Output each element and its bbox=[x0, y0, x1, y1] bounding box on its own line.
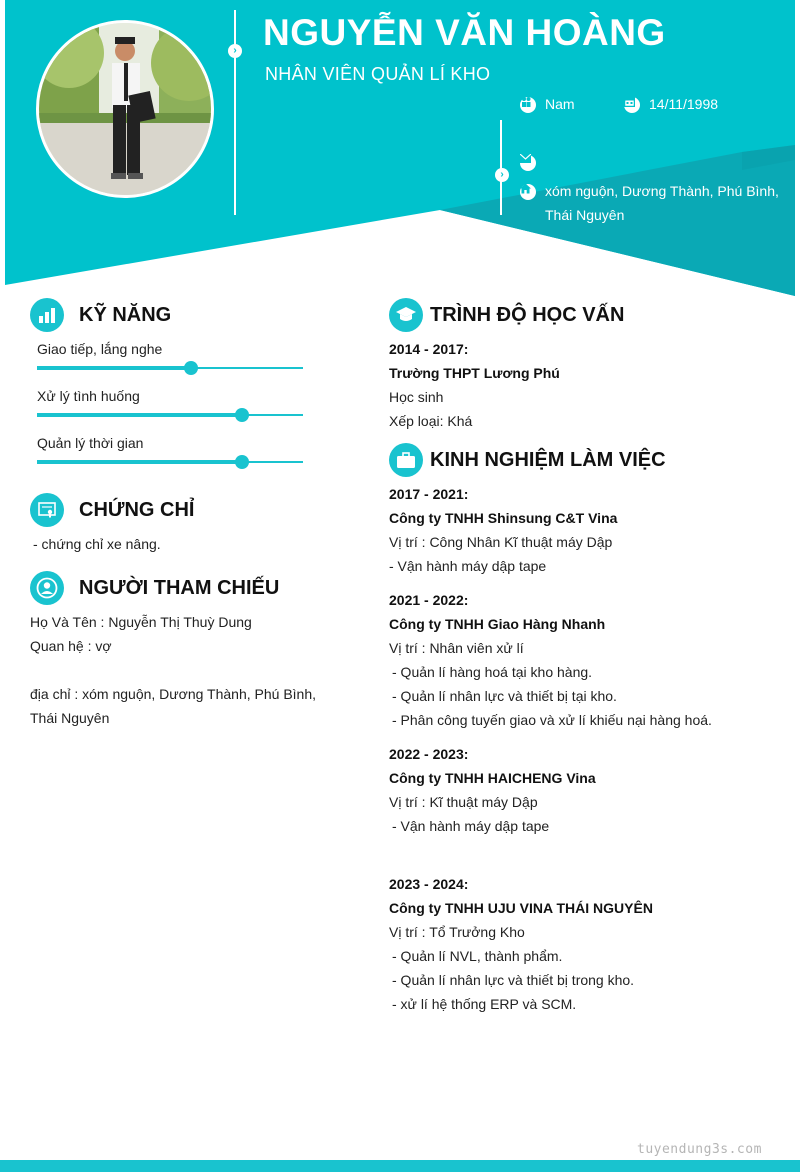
education-title: TRÌNH ĐỘ HỌC VẤN bbox=[430, 303, 625, 326]
reference-address-line-2: Thái Nguyên bbox=[30, 710, 110, 726]
job-detail: - Quản lí hàng hoá tại kho hàng. bbox=[392, 664, 593, 680]
skill-label: Quản lý thời gian bbox=[37, 435, 144, 451]
skill-item bbox=[37, 341, 303, 369]
job-company: Công ty TNHH Giao Hàng Nhanh bbox=[389, 616, 606, 632]
job-detail: - Phân công tuyến giao và xử lí khiếu nại hàng hoá. bbox=[392, 712, 712, 728]
job-period: 2023 - 2024: bbox=[389, 876, 469, 892]
reference-heading bbox=[30, 571, 279, 605]
skill-fill bbox=[37, 460, 242, 464]
address-value bbox=[545, 179, 779, 227]
skill-item bbox=[37, 388, 303, 416]
education-role: Học sinh bbox=[389, 389, 444, 405]
skill-bar bbox=[37, 461, 303, 463]
certificate-icon bbox=[30, 493, 64, 527]
timeline-divider bbox=[234, 10, 236, 215]
gender-info bbox=[520, 96, 575, 116]
job-period: 2021 - 2022: bbox=[389, 592, 469, 608]
reference-address-line-1: địa chỉ : xóm nguộn, Dương Thành, Phú Bình, bbox=[30, 686, 317, 702]
job-detail: Vị trí : Tổ Trưởng Kho bbox=[389, 924, 525, 940]
skill-bar bbox=[37, 414, 303, 416]
certificates-heading bbox=[30, 493, 194, 527]
job-detail: Vị trí : Kĩ thuật máy Dập bbox=[389, 794, 538, 810]
reference-relation: Quan hệ : vợ bbox=[30, 638, 112, 654]
chevron-right-icon: › bbox=[495, 168, 509, 182]
experience-title: KINH NGHIỆM LÀM VIỆC bbox=[430, 448, 666, 471]
skill-label: Giao tiếp, lắng nghe bbox=[37, 341, 163, 357]
skills-title: KỸ NĂNG bbox=[79, 303, 172, 326]
mail-icon bbox=[520, 155, 536, 171]
skill-bar bbox=[37, 367, 303, 369]
email-info bbox=[520, 154, 545, 171]
address-info bbox=[520, 183, 779, 227]
home-icon bbox=[520, 184, 536, 200]
experience-heading bbox=[389, 443, 666, 477]
job-detail: - Vận hành máy dập tape bbox=[389, 558, 547, 574]
profile-photo bbox=[36, 20, 214, 198]
skill-fill bbox=[37, 413, 242, 417]
skill-knob bbox=[235, 408, 249, 422]
certificates-title: CHỨNG CHỈ bbox=[79, 498, 195, 521]
user-icon bbox=[30, 571, 64, 605]
skill-label: Xử lý tình huống bbox=[37, 388, 140, 404]
job-detail: - Quản lí nhân lực và thiết bị tại kho. bbox=[392, 688, 617, 704]
job-detail: Vị trí : Nhân viên xử lí bbox=[389, 640, 524, 656]
job-detail: - Quản lí nhân lực và thiết bị trong kho. bbox=[392, 972, 635, 988]
calendar-icon bbox=[624, 97, 640, 113]
footer-bar bbox=[0, 1160, 800, 1172]
job-detail: - Quản lí NVL, thành phẩm. bbox=[392, 948, 563, 964]
bar-chart-icon bbox=[30, 298, 64, 332]
job-period: 2017 - 2021: bbox=[389, 486, 469, 502]
birthday-info bbox=[624, 96, 718, 116]
birthday-value: 14/11/1998 bbox=[649, 96, 719, 112]
header-banner bbox=[0, 0, 800, 300]
job-company: Công ty TNHH Shinsung C&T Vina bbox=[389, 510, 618, 526]
skill-knob bbox=[184, 361, 198, 375]
job-detail: - Vận hành máy dập tape bbox=[392, 818, 550, 834]
job-detail: - xử lí hệ thống ERP và SCM. bbox=[392, 996, 577, 1012]
reference-name: Họ Và Tên : Nguyễn Thị Thuỳ Dung bbox=[30, 614, 252, 630]
job-company: Công ty TNHH HAICHENG Vina bbox=[389, 770, 596, 786]
briefcase-icon bbox=[389, 443, 423, 477]
certificate-item: - chứng chỉ xe nâng. bbox=[33, 536, 161, 552]
education-period: 2014 - 2017: bbox=[389, 341, 469, 357]
education-grade: Xếp loại: Khá bbox=[389, 413, 473, 429]
reference-title: NGƯỜI THAM CHIẾU bbox=[79, 576, 280, 599]
candidate-name: NGUYỄN VĂN HOÀNG bbox=[263, 12, 666, 53]
skill-item bbox=[37, 435, 303, 463]
job-period: 2022 - 2023: bbox=[389, 746, 469, 762]
education-heading bbox=[389, 298, 624, 332]
watermark: tuyendung3s.com bbox=[637, 1142, 762, 1157]
users-icon bbox=[520, 97, 536, 113]
address-line-2: Thái Nguyên bbox=[545, 207, 625, 223]
graduation-cap-icon bbox=[389, 298, 423, 332]
job-detail: Vị trí : Công Nhân Kĩ thuật máy Dập bbox=[389, 534, 613, 550]
job-company: Công ty TNHH UJU VINA THÁI NGUYÊN bbox=[389, 900, 653, 916]
skills-heading bbox=[30, 298, 171, 332]
skill-knob bbox=[235, 455, 249, 469]
skill-fill bbox=[37, 366, 191, 370]
address-line-1: xóm nguộn, Dương Thành, Phú Bình, bbox=[545, 183, 779, 199]
education-school: Trường THPT Lương Phú bbox=[389, 365, 560, 381]
job-title: NHÂN VIÊN QUẢN LÍ KHO bbox=[265, 64, 491, 84]
gender-value: Nam bbox=[545, 96, 575, 112]
chevron-right-icon: › bbox=[228, 44, 242, 58]
